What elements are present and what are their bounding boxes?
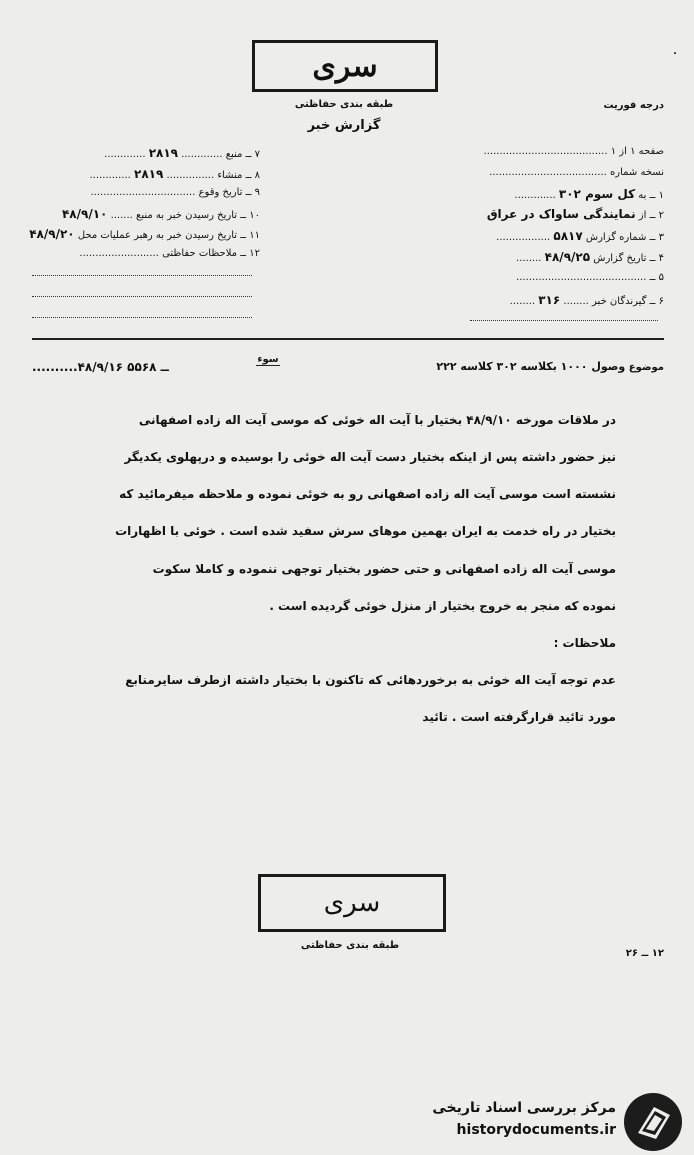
blank-line xyxy=(32,275,252,276)
body-line: نشسته است موسی آیت اله زاده اصفهانی رو به خوئی نموده و ملاحظه میفرمائید که xyxy=(119,487,616,501)
field-report-date: ۴ ــ تاریخ گزارش ۴۸/۹/۲۵ ........ xyxy=(516,250,664,264)
stamp-text: سری xyxy=(312,48,378,84)
field-date-to-source: ۱۰ ــ تاریخ رسیدن خبر به منبع ....... ۴۸/۹/۱۰ xyxy=(61,207,260,221)
field-report-number: ۳ ــ شماره گزارش ۵۸۱۷ ................. xyxy=(496,229,664,243)
field-source: ۷ ــ منبع ............. ۲۸۱۹ ............. xyxy=(104,146,260,160)
archive-logo-icon xyxy=(624,1093,682,1151)
field-from: ۲ ــ از نمایندگی ساواک در عراق xyxy=(486,207,664,221)
field-five: ۵ ــ ......................................... xyxy=(516,272,664,283)
priority-label: درجه فوریت xyxy=(603,100,664,111)
body-line: بختیار در راه خدمت به ایران بهمین موهای سرش سفید شده است . خوئی با اظهارات xyxy=(115,524,616,538)
field-event-date: ۹ ــ تاریخ وقوع ................................. xyxy=(90,187,260,198)
classification-stamp-top xyxy=(252,40,438,92)
stamp-caption-bottom: طبقه بندی حفاظتی xyxy=(300,940,400,951)
blank-line xyxy=(32,296,252,297)
report-title: گزارش خبر xyxy=(307,118,381,133)
field-recipients: ۶ ــ گیرندگان خبر ........ ۳۱۶ ........ xyxy=(509,293,664,307)
field-page: صفحه ۱ از ۱ ....................................... xyxy=(483,146,664,157)
notes-line: مورد تائید قرارگرفته است . تائید xyxy=(422,710,616,724)
body-line: نموده که منجر به خروج بختیار از منزل خوئی گردیده است . xyxy=(269,599,616,613)
archive-logo-graphic xyxy=(624,1093,682,1151)
stamp-caption-top: طبقه بندی حفاظتی xyxy=(294,99,394,110)
subject-line: موضوع وصول ۱۰۰۰ بکلاسه ۳۰۲ کلاسه ۲۲۲ xyxy=(436,360,664,373)
subject-mark: سوء xyxy=(257,354,279,365)
body-line: موسی آیت اله زاده اصفهانی و حتی حضور بختیار توجهی ننموده و کاملا سکوت xyxy=(152,562,616,576)
page-mark: ۰ xyxy=(672,48,679,59)
body-line: در ملاقات مورخه ۴۸/۹/۱۰ بختیار با آیت اله خوئی که موسی آیت اله زاده اصفهانی xyxy=(138,413,616,427)
blank-line xyxy=(32,317,252,318)
field-to: ۱ ــ به کل سوم ۳۰۲ ............. xyxy=(514,187,664,201)
field-origin: ۸ ــ منشاء ............... ۲۸۱۹ ............. xyxy=(89,167,260,181)
section-divider xyxy=(32,338,664,340)
stamp-text: سری xyxy=(323,888,381,918)
body-line: نیز حضور داشته پس از اینکه بختیار دست آیت اله خوئی را بوسیده و درپهلوی یکدیگر xyxy=(124,450,616,464)
field-date-to-operations: ۱۱ ــ تاریخ رسیدن خبر به رهبر عملیات محل ۴۸/۹/۲۰ xyxy=(29,227,260,241)
blank-line xyxy=(470,320,658,321)
document-number: ۱۲ ــ ۲۶ xyxy=(625,948,664,959)
classification-stamp-bottom xyxy=(258,874,446,932)
archive-url: historydocuments.ir xyxy=(456,1122,616,1138)
notes-heading: ملاحظات : xyxy=(553,636,616,650)
field-copy-number: نسخه شماره ..................................... xyxy=(489,167,664,178)
subject-reference: ..........۴۸/۹/۱۶ ــ ۵۵۶۸ xyxy=(32,360,169,374)
field-security-notes: ۱۲ ــ ملاحظات حفاظتی ......................... xyxy=(79,248,260,259)
archive-name: مرکز بررسی اسناد تاریخی xyxy=(432,1100,616,1116)
notes-line: عدم توجه آیت اله خوئی به برخوردهائی که تاکنون با بختیار داشته ازطرف سایرمنابع xyxy=(125,673,616,687)
